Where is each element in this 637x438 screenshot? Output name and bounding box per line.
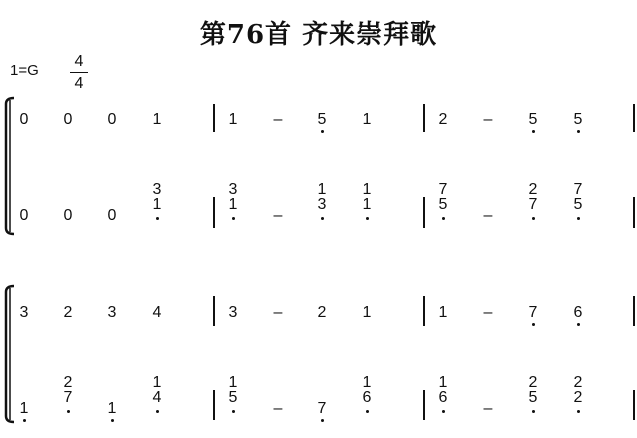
note-digit: – — [483, 111, 493, 128]
sustain-dash — [476, 400, 500, 418]
song-title: 第76首 齐来崇拜歌 — [199, 20, 438, 50]
octave-dot — [321, 130, 324, 133]
sustain-dash — [476, 207, 500, 225]
chord-lower-digit: 4 — [152, 389, 162, 406]
note — [12, 304, 36, 322]
chord-lower-digit: 6 — [438, 389, 448, 406]
note-digit: 1 — [19, 400, 29, 417]
sustain-dash — [266, 207, 290, 225]
chord-lower-digit: 2 — [573, 389, 583, 406]
note — [566, 111, 590, 129]
bar-line — [423, 390, 425, 420]
note — [56, 304, 80, 322]
octave-dot — [23, 419, 26, 422]
chord-upper-digit: 7 — [438, 181, 448, 198]
note-digit: – — [273, 304, 283, 321]
chord-lower-digit: 5 — [573, 196, 583, 213]
key-signature: 1=G — [10, 62, 39, 79]
chord-upper-digit: 2 — [63, 374, 73, 391]
sustain-dash — [476, 111, 500, 129]
note — [521, 304, 545, 322]
chord-upper-digit: 3 — [228, 181, 238, 198]
chord-lower-digit: 7 — [63, 389, 73, 406]
octave-dot — [532, 217, 535, 220]
bar-line — [213, 104, 215, 132]
bar-line — [213, 390, 215, 420]
chord-upper-digit: 2 — [573, 374, 583, 391]
chord-upper-digit: 2 — [528, 374, 538, 391]
note-digit: 7 — [317, 400, 327, 417]
note-digit: – — [273, 111, 283, 128]
note-digit: – — [273, 400, 283, 417]
chord-lower-digit: 1 — [228, 196, 238, 213]
note — [310, 111, 334, 129]
octave-dot — [532, 130, 535, 133]
octave-dot — [321, 419, 324, 422]
chord-upper-digit: 1 — [317, 181, 327, 198]
time-signature-bottom: 4 — [74, 75, 84, 92]
note-digit: – — [483, 304, 493, 321]
chord-lower-digit: 5 — [528, 389, 538, 406]
note — [521, 111, 545, 129]
note — [56, 111, 80, 129]
chord-upper-digit: 1 — [228, 374, 238, 391]
bar-line — [423, 296, 425, 326]
octave-dot — [366, 410, 369, 413]
chord-lower-digit: 6 — [362, 389, 372, 406]
sustain-dash — [266, 304, 290, 322]
octave-dot — [321, 217, 324, 220]
note-digit: 6 — [573, 304, 583, 321]
note — [221, 304, 245, 322]
note — [100, 111, 124, 129]
octave-dot — [532, 410, 535, 413]
octave-dot — [577, 130, 580, 133]
bar-line — [633, 390, 635, 420]
sustain-dash — [266, 111, 290, 129]
note — [12, 111, 36, 129]
note-digit: – — [483, 207, 493, 224]
octave-dot — [111, 419, 114, 422]
note — [310, 400, 334, 418]
note-digit: 1 — [362, 111, 372, 128]
note — [100, 400, 124, 418]
note — [221, 111, 245, 129]
bar-line — [423, 104, 425, 132]
octave-dot — [232, 410, 235, 413]
note-digit: 3 — [228, 304, 238, 321]
note-digit: 2 — [63, 304, 73, 321]
note-digit: 1 — [107, 400, 117, 417]
note — [100, 304, 124, 322]
note — [12, 207, 36, 225]
chord-upper-digit: 2 — [528, 181, 538, 198]
octave-dot — [577, 410, 580, 413]
bar-line — [633, 197, 635, 228]
note — [431, 111, 455, 129]
octave-dot — [156, 217, 159, 220]
note-digit: 3 — [19, 304, 29, 321]
note-digit: 4 — [152, 304, 162, 321]
bar-line — [633, 296, 635, 326]
chord-lower-digit: 5 — [228, 389, 238, 406]
note-digit: 1 — [228, 111, 238, 128]
note-digit: 0 — [19, 111, 29, 128]
note-digit: – — [483, 400, 493, 417]
chord-upper-digit: 7 — [573, 181, 583, 198]
note-digit: 0 — [63, 207, 73, 224]
note — [310, 304, 334, 322]
chord-lower-digit: 5 — [438, 196, 448, 213]
chord-upper-digit: 3 — [152, 181, 162, 198]
bar-line — [423, 197, 425, 228]
chord-lower-digit: 3 — [317, 196, 327, 213]
note-digit: – — [273, 207, 283, 224]
chord-upper-digit: 1 — [362, 374, 372, 391]
chord-upper-digit: 1 — [152, 374, 162, 391]
note-digit: 0 — [63, 111, 73, 128]
note — [12, 400, 36, 418]
note-digit: 0 — [19, 207, 29, 224]
note-digit: 0 — [107, 111, 117, 128]
octave-dot — [532, 323, 535, 326]
note-digit: 0 — [107, 207, 117, 224]
note-digit: 5 — [528, 111, 538, 128]
note — [145, 111, 169, 129]
chord-upper-digit: 1 — [438, 374, 448, 391]
octave-dot — [442, 217, 445, 220]
note-digit: 1 — [362, 304, 372, 321]
octave-dot — [156, 410, 159, 413]
note — [431, 304, 455, 322]
time-signature-top: 4 — [74, 53, 84, 70]
note-digit: 7 — [528, 304, 538, 321]
chord-lower-digit: 1 — [152, 196, 162, 213]
chord-lower-digit: 1 — [362, 196, 372, 213]
octave-dot — [577, 323, 580, 326]
bar-line — [213, 296, 215, 326]
octave-dot — [577, 217, 580, 220]
note-digit: 5 — [573, 111, 583, 128]
note — [100, 207, 124, 225]
note — [566, 304, 590, 322]
note — [145, 304, 169, 322]
bar-line — [633, 104, 635, 132]
octave-dot — [232, 217, 235, 220]
octave-dot — [442, 410, 445, 413]
chord-upper-digit: 1 — [362, 181, 372, 198]
octave-dot — [366, 217, 369, 220]
note-digit: 1 — [152, 111, 162, 128]
note — [355, 304, 379, 322]
note-digit: 2 — [438, 111, 448, 128]
note-digit: 1 — [438, 304, 448, 321]
note — [355, 111, 379, 129]
sustain-dash — [266, 400, 290, 418]
note-digit: 2 — [317, 304, 327, 321]
note — [56, 207, 80, 225]
bar-line — [213, 197, 215, 228]
note-digit: 5 — [317, 111, 327, 128]
octave-dot — [67, 410, 70, 413]
sustain-dash — [476, 304, 500, 322]
note-digit: 3 — [107, 304, 117, 321]
chord-lower-digit: 7 — [528, 196, 538, 213]
